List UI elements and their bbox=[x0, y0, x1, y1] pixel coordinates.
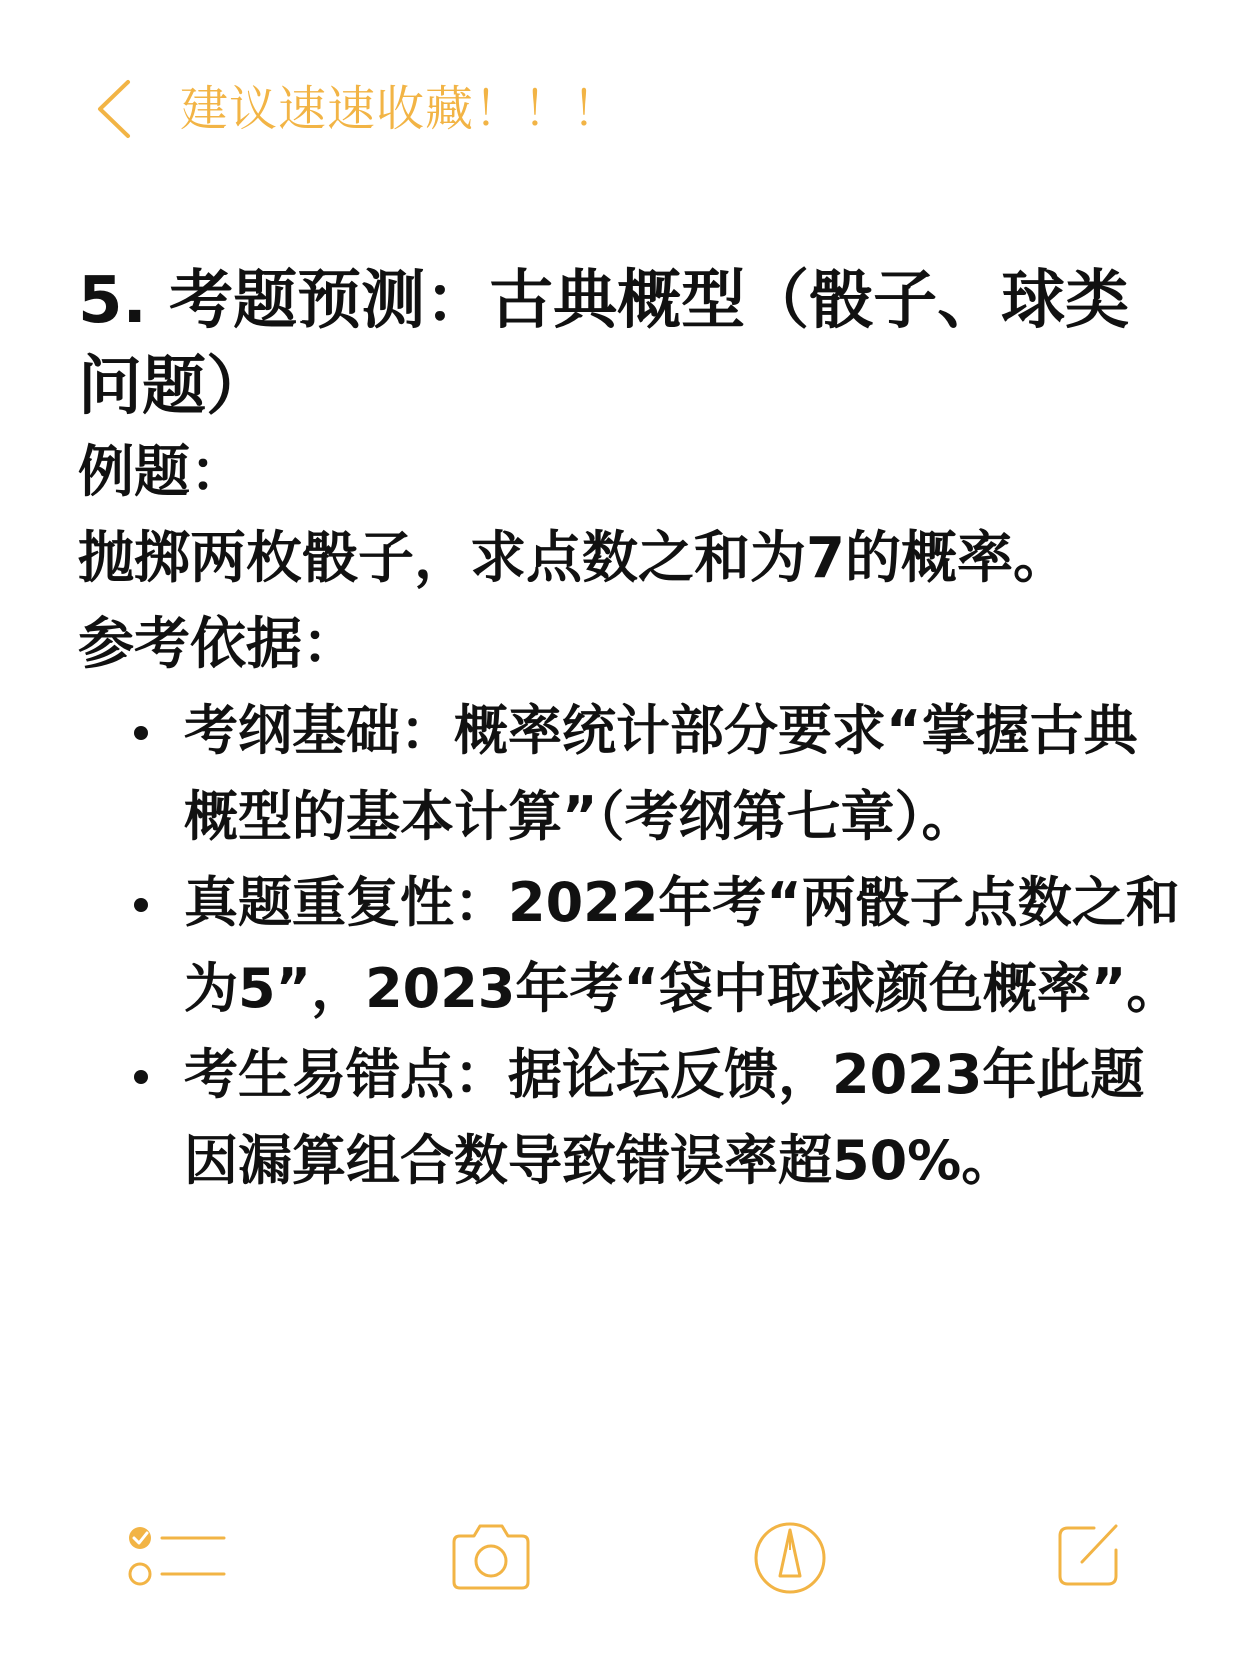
example-label: 例题： bbox=[78, 440, 246, 505]
pen-nib-icon bbox=[752, 1520, 828, 1596]
bullet-dot bbox=[134, 726, 148, 740]
chevron-left-icon bbox=[92, 76, 138, 142]
list-item bbox=[78, 1032, 1188, 1204]
example-question: 抛掷两枚骰子，求点数之和为7的概率。 bbox=[78, 526, 1069, 591]
list-item-text: 考生易错点：据论坛反馈，2023年此题因漏算组合数导致错误率超50%。 bbox=[184, 1043, 1145, 1192]
basis-label: 参考依据： bbox=[78, 612, 358, 677]
back-button[interactable] bbox=[92, 76, 138, 142]
note-title: 建议速速收藏！！！ bbox=[180, 81, 622, 137]
checklist-button[interactable] bbox=[128, 1520, 228, 1594]
list-item bbox=[78, 860, 1188, 1032]
camera-button[interactable] bbox=[448, 1520, 534, 1596]
compose-button[interactable] bbox=[1054, 1520, 1124, 1594]
basis-list bbox=[78, 688, 1188, 1204]
bullet-dot bbox=[134, 1070, 148, 1084]
bullet-dot bbox=[134, 898, 148, 912]
note-body[interactable] bbox=[78, 258, 1188, 1204]
compose-icon bbox=[1054, 1520, 1124, 1590]
note-heading: 5. 考题预测：古典概型（骰子、球类问题） bbox=[78, 264, 1130, 424]
list-item-text: 考纲基础：概率统计部分要求“掌握古典概型的基本计算”（考纲第七章）。 bbox=[184, 699, 1138, 848]
top-bar bbox=[0, 0, 1242, 220]
list-item-text: 真题重复性：2022年考“两骰子点数之和为5”，2023年考“袋中取球颜色概率”。 bbox=[184, 871, 1181, 1020]
checklist-icon bbox=[128, 1520, 228, 1590]
markup-button[interactable] bbox=[752, 1520, 828, 1600]
bottom-toolbar bbox=[0, 1500, 1242, 1630]
list-item bbox=[78, 688, 1188, 860]
camera-icon bbox=[448, 1520, 534, 1592]
